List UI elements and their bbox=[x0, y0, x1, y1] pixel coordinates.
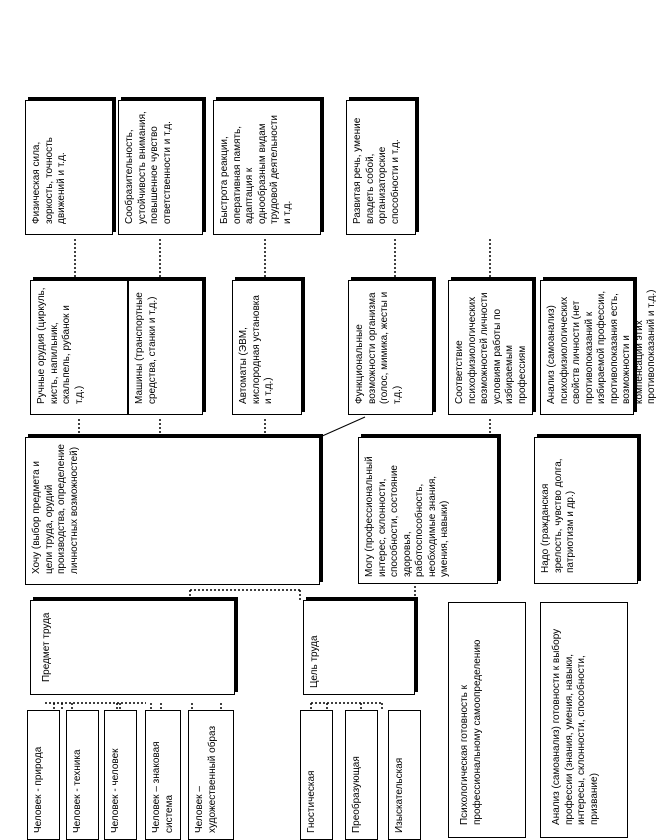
box-text: Развитая речь, умение владеть собой, организаторские способности и т.д. bbox=[352, 117, 401, 224]
box-text: Психологическая готовность к профессиональному самоопределению bbox=[459, 639, 483, 825]
connector-want-to-functional bbox=[320, 417, 365, 437]
box-text: Сообразительность, устойчивость внимания, повышенное чувство ответственности и т.д. bbox=[124, 111, 173, 224]
box-subject bbox=[30, 600, 235, 695]
box-text: Анализ (самоанализ) готовности к выбору профессии (знания, умения, навыки, интересы, склонности, способности, призвание) bbox=[551, 628, 600, 825]
box-text: Анализ (самоанализ) психофизиологических свойств личности (нет противопоказаний к избираемой профессии, противопоказания есть, возможности и компенсации этих противопоказаний и т.д.) bbox=[546, 289, 657, 404]
box-text: Преобразующая bbox=[351, 756, 362, 833]
box-conform bbox=[448, 280, 533, 415]
box-man-sign bbox=[145, 710, 181, 840]
box-text: Человек - техника bbox=[72, 749, 83, 833]
box-text: Быстрота реакции, оперативная память, адаптация к однообразным видам трудовой деятельности и т.д. bbox=[219, 114, 293, 224]
box-man-art bbox=[188, 710, 234, 840]
box-text: Автоматы (ЭВМ, кислородная установка и т.д.) bbox=[238, 295, 274, 404]
box-wit bbox=[118, 100, 203, 235]
box-phys bbox=[25, 100, 113, 235]
box-can bbox=[358, 437, 498, 584]
box-text: Ручные орудия (циркуль, кисть, напильник, скальпель, рубанок и т.д.) bbox=[36, 287, 85, 404]
box-text: Соответствие психофизиологических возможностей личности условиям работы по избираемым профессиям bbox=[454, 292, 528, 404]
box-want bbox=[25, 437, 320, 585]
box-speed bbox=[213, 100, 321, 235]
box-man-tech bbox=[66, 710, 99, 840]
box-automata bbox=[232, 280, 302, 415]
box-analysis-ready bbox=[540, 602, 628, 838]
box-gnostic bbox=[300, 710, 333, 840]
box-analysis-psy bbox=[540, 280, 657, 415]
box-text: Функциональные возможности организма (голос, мимика, жесты и т.д.) bbox=[354, 291, 403, 404]
box-hand-tools bbox=[30, 280, 128, 415]
box-text: Человек - природа bbox=[33, 746, 44, 833]
box-text: Гностическая bbox=[306, 770, 317, 833]
box-text: Человек – знаковая система bbox=[151, 741, 175, 833]
box-speech bbox=[346, 100, 416, 235]
box-text: Изыскательская bbox=[394, 757, 405, 833]
box-machines bbox=[128, 280, 203, 415]
box-text: Могу (профессиональный интерес, склонности, способности, состояние здоровья, работоспособность, необходимые знания, умения, навыки) bbox=[364, 456, 450, 577]
box-goal bbox=[303, 600, 415, 695]
box-functional bbox=[348, 280, 433, 415]
box-text: Надо (гражданская зрелость, чувство долга, патриотизм и др.) bbox=[540, 458, 576, 573]
box-text: Машины (транспортные средства, станки и т.д.) bbox=[134, 292, 158, 404]
box-text: Физическая сила, зоркость, точность движений и т.д. bbox=[31, 137, 67, 224]
box-text: Цель труда bbox=[309, 635, 320, 688]
box-man-nature bbox=[27, 710, 60, 840]
box-transform bbox=[345, 710, 378, 840]
box-search bbox=[388, 710, 421, 840]
box-text: Человек – художественный образ bbox=[194, 725, 218, 833]
box-psy-ready bbox=[448, 602, 526, 838]
box-man-man bbox=[104, 710, 137, 840]
box-text: Хочу (выбор предмета и цели труда, орудий производства, определение личностных возможностей) bbox=[31, 444, 80, 574]
box-text: Предмет труда bbox=[41, 612, 52, 682]
box-text: Человек - человек bbox=[110, 748, 121, 833]
box-must bbox=[534, 437, 638, 584]
